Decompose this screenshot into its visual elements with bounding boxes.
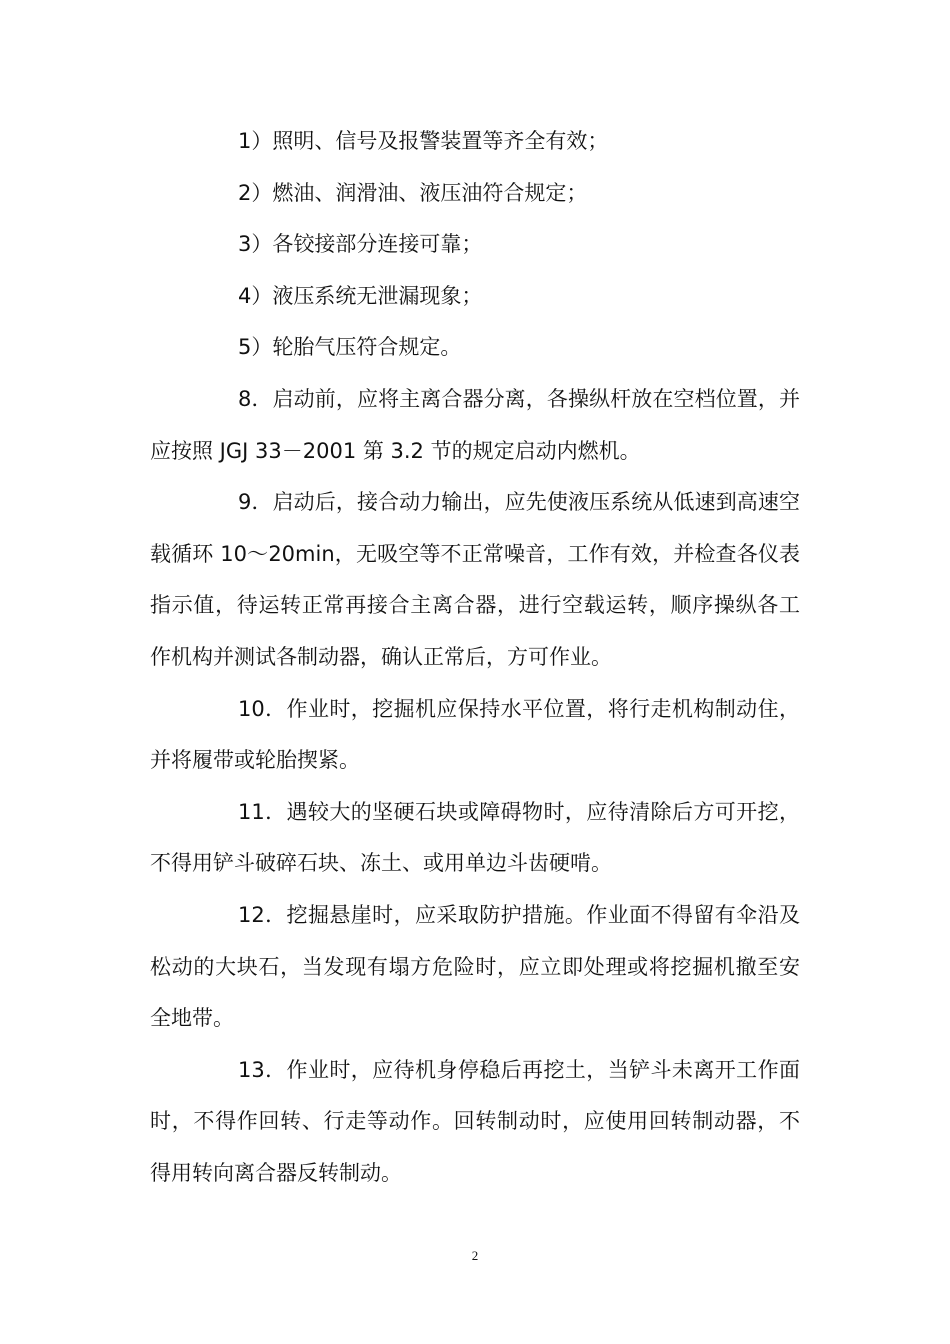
- paragraph-clause-13: 13．作业时，应待机身停稳后再挖土，当铲斗未离开工作面时，不得作回转、行走等动作。回转制动时，应使用回转制动器，不得用转向离合器反转制动。: [150, 1057, 800, 1185]
- page-body: [150, 116, 800, 1199]
- paragraph-clause-10: 10．作业时，挖掘机应保持水平位置，将行走机构制动住，并将履带或轮胎揳紧。: [150, 696, 800, 773]
- paragraph-item-5: 5）轮胎气压符合规定。: [238, 335, 462, 360]
- paragraph-item-1: 1）照明、信号及报警装置等齐全有效；: [238, 129, 609, 153]
- paragraph-clause-9: 9．启动后，接合动力输出，应先使液压系统从低速到高速空载循环 10～20min，无吸空等不正常噪音，工作有效，并检查各仪表指示值，待运转正常再接合主离合器，进行空载运转，顺序操纵各工作机构并测试各制动器，确认正常后，方可作业。: [150, 490, 800, 669]
- paragraph-clause-12: 12．挖掘悬崖时，应采取防护措施。作业面不得留有伞沿及松动的大块石，当发现有塌方危险时，应立即处理或将挖掘机撤至安全地带。: [150, 902, 800, 1031]
- paragraph-clause-11: 11．遇较大的坚硬石块或障碍物时，应待清除后方可开挖，不得用铲斗破碎石块、冻土、或用单边斗齿硬啃。: [150, 799, 800, 876]
- paragraph-clause-8: 8．启动前，应将主离合器分离，各操纵杆放在空档位置，并应按照 JGJ 33－2001 第 3.2 节的规定启动内燃机。: [150, 386, 800, 463]
- paragraph-item-2: 2）燃油、润滑油、液压油符合规定；: [238, 180, 588, 205]
- paragraph-item-4: 4）液压系统无泄漏现象；: [238, 283, 483, 308]
- page-number: 2: [471, 1248, 479, 1263]
- paragraph-item-3: 3）各铰接部分连接可靠；: [238, 232, 483, 257]
